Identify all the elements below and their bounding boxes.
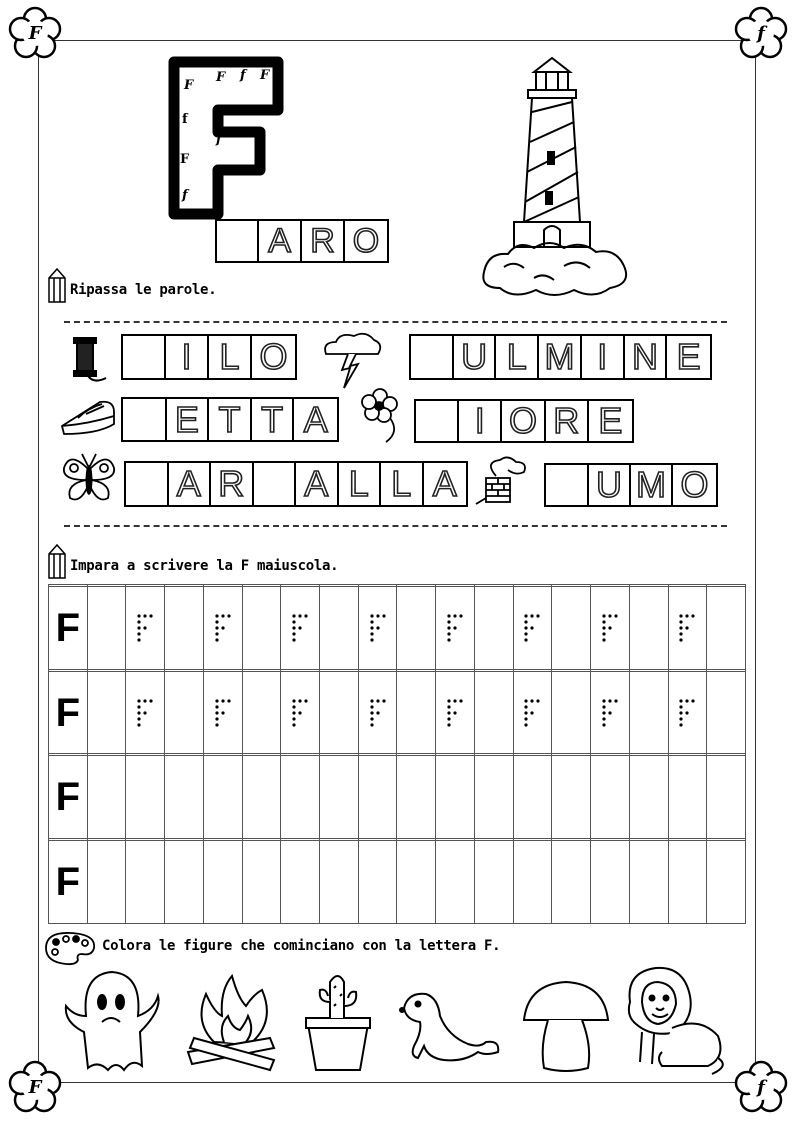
letter-box: O — [502, 401, 545, 441]
word-boxes-fiore — [414, 399, 634, 443]
letter-box: I — [166, 336, 209, 378]
letter-box-empty[interactable] — [123, 336, 166, 378]
word-boxes-fumo — [544, 463, 718, 507]
grid-cell[interactable] — [281, 841, 320, 924]
corner-letter: F — [28, 22, 42, 44]
letter-box: L — [339, 463, 382, 505]
corner-letter: f — [757, 22, 765, 44]
dotted-f-icon — [291, 698, 309, 728]
grid-cell[interactable] — [242, 756, 281, 839]
grid-row — [49, 671, 746, 754]
model-letter: F — [55, 690, 81, 735]
divider — [64, 321, 727, 323]
grid-cell[interactable] — [126, 756, 165, 839]
letter-box: I — [582, 336, 625, 378]
letter-box: M — [539, 336, 582, 378]
dotted-f-icon — [136, 613, 154, 643]
grid-cell[interactable] — [513, 756, 552, 839]
variant-letter: f — [182, 112, 188, 127]
grid-cell[interactable] — [629, 841, 668, 924]
seal-icon[interactable] — [394, 986, 504, 1074]
grid-cell[interactable] — [397, 756, 436, 839]
letter-box: E — [676, 336, 701, 377]
corner-letter: F — [28, 1076, 42, 1098]
spool-icon — [66, 334, 110, 386]
writing-grid[interactable] — [48, 584, 746, 924]
letter-box: L — [496, 336, 539, 378]
grid-cell[interactable] — [242, 587, 281, 670]
letter-box: T — [209, 399, 252, 440]
grid-cell[interactable] — [513, 587, 552, 670]
grid-cell[interactable] — [203, 671, 242, 754]
grid-cell[interactable] — [513, 841, 552, 924]
grid-cell[interactable] — [436, 756, 475, 839]
letter-box-empty[interactable] — [123, 399, 167, 440]
letter-box-empty[interactable] — [546, 465, 589, 505]
grid-cell[interactable] — [397, 671, 436, 754]
grid-cell[interactable] — [552, 587, 591, 670]
grid-cell[interactable] — [707, 756, 746, 839]
grid-cell[interactable] — [358, 756, 397, 839]
flower-icon — [8, 1060, 62, 1114]
dotted-f-icon — [369, 698, 387, 728]
lightning-cloud-icon — [318, 330, 386, 394]
letter-box-empty[interactable] — [217, 221, 259, 261]
grid-cell[interactable] — [629, 756, 668, 839]
letter-box-empty[interactable] — [126, 463, 169, 505]
letter-box: E — [598, 400, 623, 441]
butterfly-icon — [60, 450, 118, 508]
dotted-f-icon — [678, 698, 696, 728]
grid-cell[interactable] — [668, 756, 707, 839]
word-boxes-farfalla — [124, 461, 468, 507]
letter-box: A — [303, 398, 328, 440]
dotted-f-icon — [446, 698, 464, 728]
grid-cell[interactable] — [126, 671, 165, 754]
corner-letter: f — [757, 1076, 765, 1098]
grid-cell[interactable] — [474, 671, 513, 754]
letter-box: A — [296, 463, 339, 505]
letter-box: L — [209, 336, 252, 378]
grid-cell[interactable] — [87, 841, 126, 924]
grid-cell[interactable] — [320, 587, 359, 670]
letter-box-empty[interactable] — [254, 463, 297, 505]
mushroom-icon[interactable] — [520, 974, 612, 1074]
cake-slice-icon — [58, 394, 120, 440]
grid-cell[interactable] — [474, 587, 513, 670]
grid-cell[interactable] — [281, 671, 320, 754]
grid-cell[interactable] — [436, 841, 475, 924]
dotted-f-icon — [136, 698, 154, 728]
grid-cell[interactable] — [436, 587, 475, 670]
grid-cell[interactable] — [87, 587, 126, 670]
grid-cell[interactable] — [281, 756, 320, 839]
palette-icon — [40, 930, 98, 966]
letter-box: M — [631, 465, 673, 505]
grid-cell[interactable] — [668, 587, 707, 670]
grid-cell[interactable] — [49, 671, 88, 754]
grid-cell[interactable] — [49, 587, 88, 670]
big-letter-f — [160, 48, 292, 228]
word-boxes-faro — [215, 219, 389, 263]
flower-icon — [734, 6, 788, 60]
grid-cell[interactable] — [358, 587, 397, 670]
letter-box: U — [454, 336, 497, 378]
letter-box: O — [352, 221, 380, 260]
grid-cell[interactable] — [281, 587, 320, 670]
letter-box: A — [432, 463, 457, 504]
variant-letter: f — [240, 68, 246, 83]
grid-cell[interactable] — [552, 756, 591, 839]
letter-box: E — [167, 399, 210, 440]
letter-box: R — [211, 463, 254, 505]
grid-cell[interactable] — [474, 841, 513, 924]
grid-cell[interactable] — [203, 756, 242, 839]
dotted-f-icon — [523, 698, 541, 728]
grid-cell[interactable] — [629, 587, 668, 670]
variant-letter: f — [182, 188, 188, 203]
campfire-icon[interactable] — [184, 972, 280, 1072]
grid-cell[interactable] — [668, 671, 707, 754]
dotted-f-icon — [214, 613, 232, 643]
flower-stem-icon — [360, 388, 404, 444]
grid-cell[interactable] — [436, 671, 475, 754]
letter-box: O — [259, 336, 288, 377]
grid-cell[interactable] — [358, 841, 397, 924]
dotted-f-icon — [678, 613, 696, 643]
dotted-f-icon — [369, 613, 387, 643]
divider — [64, 525, 727, 527]
instruction-2: Impara a scrivere la F maiuscola. — [70, 558, 339, 574]
grid-cell[interactable] — [126, 841, 165, 924]
dotted-f-icon — [446, 613, 464, 643]
grid-cell[interactable] — [126, 587, 165, 670]
variant-letter: F — [180, 152, 190, 167]
instruction-1: Ripassa le parole. — [70, 282, 217, 298]
cactus-icon[interactable] — [300, 966, 376, 1072]
grid-cell[interactable] — [242, 841, 281, 924]
grid-row — [49, 756, 746, 839]
letter-box: O — [680, 464, 709, 505]
model-letter: F — [55, 605, 81, 650]
grid-cell[interactable] — [165, 756, 204, 839]
grid-cell[interactable] — [320, 841, 359, 924]
variant-letter: F — [260, 68, 270, 83]
model-letter: F — [55, 775, 81, 820]
letter-box: A — [259, 221, 302, 261]
letter-box: I — [459, 401, 502, 441]
grid-cell[interactable] — [668, 841, 707, 924]
letter-box-empty[interactable] — [411, 336, 454, 378]
ghost-icon[interactable] — [62, 966, 162, 1074]
grid-cell[interactable] — [87, 671, 126, 754]
grid-cell[interactable] — [49, 841, 88, 924]
grid-cell[interactable] — [320, 756, 359, 839]
letter-box: A — [169, 463, 212, 505]
letter-box: U — [589, 465, 631, 505]
flower-icon — [734, 1060, 788, 1114]
pencil-icon — [46, 544, 68, 580]
grid-row — [49, 587, 746, 670]
grid-cell[interactable] — [203, 587, 242, 670]
variant-letter: F — [184, 78, 194, 93]
grid-cell[interactable] — [165, 587, 204, 670]
letter-box: T — [252, 399, 295, 440]
dotted-f-icon — [601, 698, 619, 728]
word-boxes-fetta — [121, 397, 339, 442]
grid-cell[interactable] — [707, 671, 746, 754]
variant-letter: F — [216, 70, 226, 85]
grid-cell[interactable] — [629, 671, 668, 754]
dotted-f-icon — [214, 698, 232, 728]
grid-cell[interactable] — [591, 671, 630, 754]
grid-cell[interactable] — [552, 841, 591, 924]
dotted-f-icon — [601, 613, 619, 643]
grid-cell[interactable] — [87, 756, 126, 839]
grid-cell[interactable] — [552, 671, 591, 754]
letter-box: N — [625, 336, 668, 378]
variant-letter: f — [216, 132, 222, 147]
grid-cell[interactable] — [203, 841, 242, 924]
instruction-3: Colora le figure che cominciano con la lettera F. — [102, 938, 501, 954]
dotted-f-icon — [523, 613, 541, 643]
grid-cell[interactable] — [707, 841, 746, 924]
word-boxes-filo — [121, 334, 297, 380]
grid-cell[interactable] — [49, 756, 88, 839]
pencil-icon — [46, 268, 68, 304]
grid-cell[interactable] — [474, 756, 513, 839]
flower-icon — [8, 6, 62, 60]
grid-cell[interactable] — [397, 841, 436, 924]
grid-row — [49, 841, 746, 924]
grid-cell[interactable] — [165, 671, 204, 754]
grid-cell[interactable] — [707, 587, 746, 670]
grid-cell[interactable] — [320, 671, 359, 754]
chimney-smoke-icon — [474, 454, 532, 508]
grid-cell[interactable] — [358, 671, 397, 754]
dotted-f-icon — [291, 613, 309, 643]
letter-box: R — [302, 221, 345, 261]
letter-box: R — [546, 401, 589, 441]
grid-cell[interactable] — [591, 587, 630, 670]
lion-icon[interactable] — [622, 962, 732, 1078]
grid-cell[interactable] — [591, 841, 630, 924]
letter-box: L — [381, 463, 424, 505]
model-letter: F — [55, 860, 81, 905]
grid-cell[interactable] — [513, 671, 552, 754]
grid-cell[interactable] — [242, 671, 281, 754]
grid-cell[interactable] — [591, 756, 630, 839]
letter-box-empty[interactable] — [416, 401, 459, 441]
lighthouse-icon — [474, 52, 634, 302]
grid-cell[interactable] — [397, 587, 436, 670]
word-boxes-fulmine — [409, 334, 712, 380]
grid-cell[interactable] — [165, 841, 204, 924]
